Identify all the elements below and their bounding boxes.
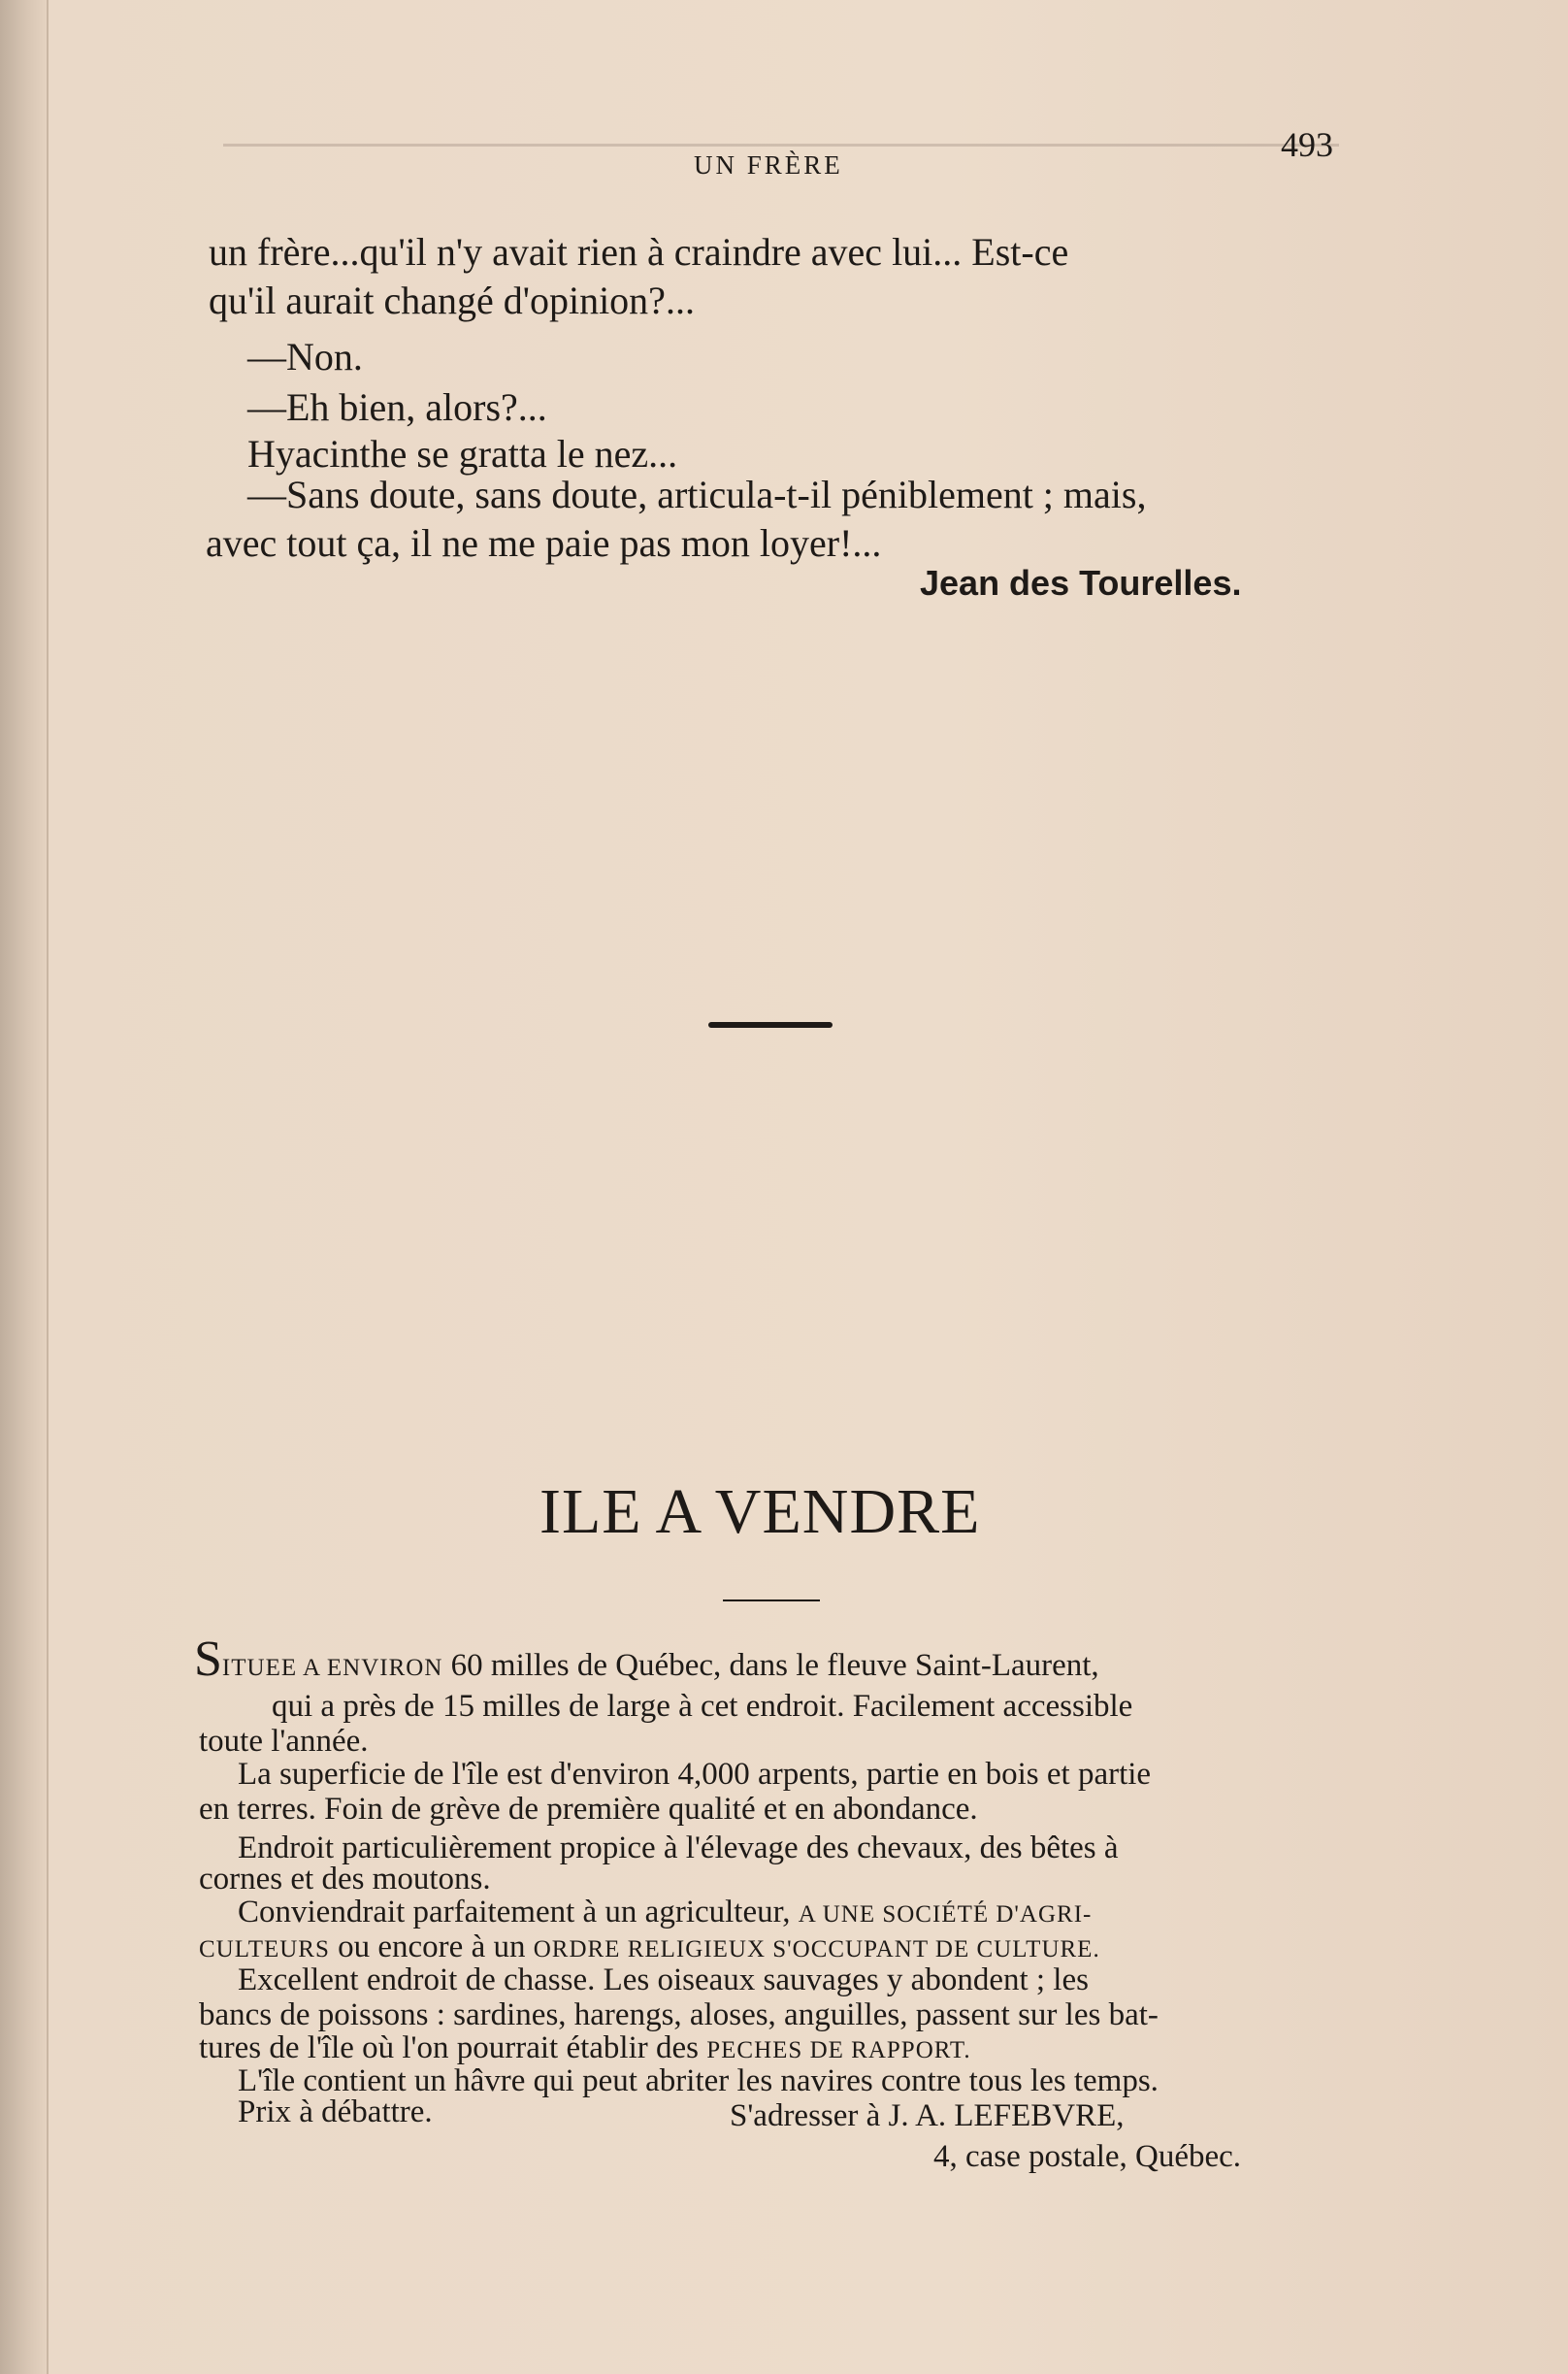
ad-text: 60 milles de Québec, dans le fleuve Saint-Laurent, [450,1648,1099,1683]
small-caps-text: ORDRE RELIGIEUX S'OCCUPANT DE CULTURE. [533,1936,1100,1962]
ad-line: L'île contient un hâvre qui peut abriter les navires contre tous les temps. [238,2063,1159,2098]
story-line: Hyacinthe se gratta le nez... [247,432,678,476]
author-signature: Jean des Tourelles. [920,563,1242,603]
ad-line: cornes et des moutons. [199,1862,491,1896]
ad-line-1 [194,1632,1099,1687]
ad-text: tures de l'île où l'on pourrait établir des [199,2030,699,2065]
drop-cap: S [194,1632,222,1687]
ad-text: ou encore à un [338,1929,526,1964]
ad-line: Endroit particulièrement propice à l'élevage des chevaux, des bêtes à [238,1830,1119,1865]
story-line: qu'il aurait changé d'opinion?... [209,279,695,322]
story-line: un frère...qu'il n'y avait rien à craindre avec lui... Est-ce [209,230,1069,274]
ad-line: Prix à débattre. [238,2094,433,2129]
ad-line [199,2032,971,2064]
ad-line: en terres. Foin de grève de première qualité et en abondance. [199,1792,978,1827]
ad-text: Conviendrait parfaitement à un agriculteur, [238,1895,791,1929]
ad-line: bancs de poissons : sardines, harengs, aloses, anguilles, passent sur les bat- [199,1997,1159,2032]
story-line: —Eh bien, alors?... [247,385,547,429]
story-line: —Non. [247,335,363,379]
running-head: UN FRÈRE [694,150,843,180]
ad-line: qui a près de 15 milles de large à cet endroit. Facilement accessible [272,1689,1133,1724]
header-rule [223,144,1339,147]
contact-address: 4, case postale, Québec. [933,2139,1242,2174]
title-underline [723,1599,820,1601]
story-line: avec tout ça, il ne me paie pas mon loyer!... [206,521,882,565]
ad-line: toute l'année. [199,1724,369,1759]
ad-line [199,1931,1100,1963]
ad-title: ILE A VENDRE [539,1476,981,1547]
small-caps-text: PECHES DE RAPPORT. [706,2037,971,2063]
page-gutter [0,0,49,2374]
contact-line: S'adresser à J. A. LEFEBVRE, [730,2098,1125,2133]
section-divider [708,1022,833,1028]
small-caps-text: CULTEURS [199,1936,330,1962]
ad-line: Excellent endroit de chasse. Les oiseaux sauvages y abondent ; les [238,1962,1089,1997]
ad-line: La superficie de l'île est d'environ 4,000 arpents, partie en bois et partie [238,1757,1152,1792]
page-number: 493 [1281,125,1333,164]
small-caps-text: A UNE SOCIÉTÉ D'AGRI- [798,1901,1093,1928]
story-line: —Sans doute, sans doute, articula-t-il péniblement ; mais, [247,473,1147,516]
small-caps-text: ITUEE A ENVIRON [221,1655,443,1681]
ad-line [238,1896,1092,1929]
